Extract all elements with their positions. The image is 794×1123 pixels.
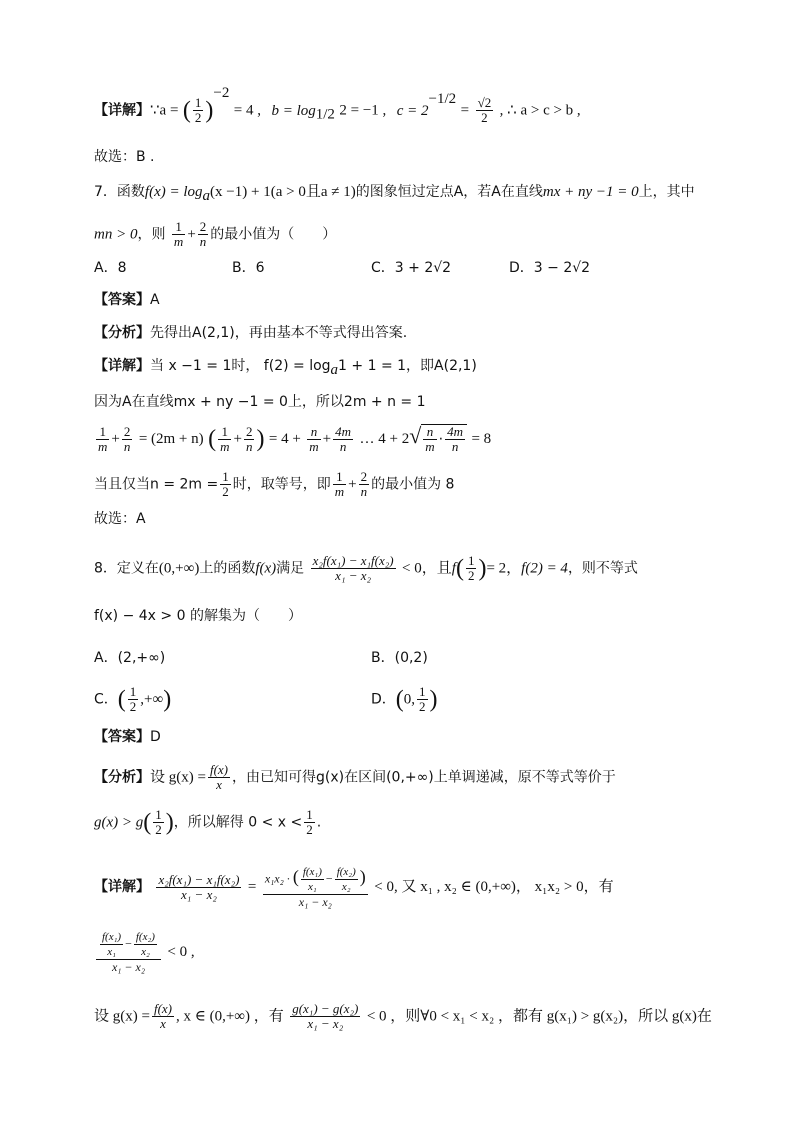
fraction: $\frac{2}{n}$ — [123, 423, 131, 454]
q7-analysis — [94, 323, 407, 343]
paren: ) — [478, 555, 487, 582]
sqrt-sign: √ — [409, 423, 422, 448]
paren: ( — [455, 555, 464, 582]
fraction: x₁x₂ · ( $\frac{\text{f(x₁)}}{\text{x₁}}$ − $\frac{\text{f(x₂)}}{\text{x₂}}$ ) x₁ − x₂ — [264, 866, 366, 909]
plus: + — [322, 431, 332, 447]
text: ，则 — [137, 226, 166, 243]
math-text: f(x) = log — [144, 184, 203, 200]
math-text: ∵a = — [150, 102, 179, 119]
paren: ( — [395, 686, 404, 713]
fraction: $\frac{\text{x₂f(x₁) − x₁f(x₂)}}{\text{x₁ − x₂}}$ — [158, 871, 240, 902]
text: 上，其中 — [638, 184, 695, 200]
fraction: $\frac{\text{x₂f(x₁) − x₁f(x₂)}}{\text{x₁ − x₂}}$ — [312, 553, 394, 583]
q7-detail-1 — [94, 356, 477, 380]
math-text: < 0，且 — [402, 560, 452, 577]
fraction: $\frac{2}{n}$ — [360, 469, 368, 499]
text: 的最小值为（ ） — [210, 226, 337, 243]
log-base: a — [202, 187, 211, 204]
fraction: $\frac{2}{n}$ — [199, 219, 207, 249]
math-text: , ∴ a > c > b , — [499, 102, 581, 119]
detail-label: 【详解】 — [94, 102, 150, 119]
math-text: , x ∈ (0,+∞) ，有 — [176, 1008, 284, 1025]
sqrt-content: $\frac{n}{m}$ · $\frac{4m}{n}$ — [421, 424, 467, 454]
q7-option-c: C．3 + 2√2 — [371, 260, 452, 276]
detail-text: 1 + 1 = 1，即A(2,1) — [338, 358, 477, 374]
analysis-label: 【分析】 — [94, 325, 150, 341]
math-text: ,+∞ — [140, 691, 164, 708]
math-text: mn > 0 — [94, 226, 138, 243]
detail-text: 当且仅当n = 2m = — [94, 476, 219, 493]
q8-option-c — [94, 685, 171, 714]
math-text: g(x) > g — [94, 814, 144, 831]
plus: + — [187, 226, 196, 243]
plus: + — [111, 431, 120, 447]
q8-answer — [94, 727, 161, 747]
analysis-text: ，所以解得 0 < x < — [173, 814, 303, 831]
math-text: = 4 , — [233, 102, 262, 119]
text: . — [316, 814, 322, 831]
math-text: f(2) = 4 — [521, 560, 568, 577]
fraction: $\frac{1}{2}$ — [129, 684, 137, 714]
fraction: $\frac{n}{m}$ — [309, 423, 319, 454]
q7-detail-4 — [94, 470, 454, 499]
q7-choice: 故选：A — [94, 511, 146, 527]
answer-label: 【答案】 — [94, 729, 150, 745]
fraction: $\frac{4m}{n}$ — [335, 423, 352, 454]
q7-detail-3 — [94, 424, 491, 454]
fraction: $\frac{f(x)}{x}$ — [153, 1001, 172, 1031]
q8-option-a: A．(2,+∞) — [94, 650, 166, 666]
fraction: $\frac{4m}{n}$ — [447, 424, 464, 454]
q7-option-d: D．3 − 2√2 — [509, 260, 591, 276]
exponent: −1/2 — [428, 91, 457, 107]
math-text: 设 g(x) = — [94, 1008, 150, 1025]
analysis-label: 【分析】 — [94, 769, 150, 786]
math-text: … 4 + 2 — [359, 431, 410, 447]
q8-detail-1 — [94, 865, 614, 909]
paren: ( — [117, 686, 126, 713]
fraction: $\frac{1}{2}$ — [155, 807, 162, 837]
fraction: $\frac{1}{2}$ — [419, 684, 426, 714]
q7-stem-line1 — [94, 182, 695, 206]
math-text: (x −1) + 1 — [210, 184, 271, 200]
detail-text: 当 x −1 = 1时， f(2) = log — [150, 358, 331, 374]
fraction: $\frac{f(x)}{x}$ — [209, 762, 228, 792]
math-text: (a > 0且a ≠ 1) — [270, 184, 356, 200]
text: 的图象恒过定点A，若A在直线 — [355, 184, 543, 200]
text: 上的函数 — [199, 560, 256, 577]
q8-detail-2 — [94, 930, 195, 974]
fraction: $\frac{\text{f(x₁)}}{\text{x₁}}$ − $\frac{\text{f(x₂)}}{\text{x₂}}$ x₁ − x₂ — [96, 930, 161, 974]
q7-option-a: A．8 — [94, 260, 127, 276]
q7-answer — [94, 290, 160, 310]
log-base: 1/2 — [315, 106, 335, 123]
fraction: $\frac{1}{2}$ — [222, 469, 229, 499]
answer-value: D — [150, 729, 161, 745]
detail-label: 【详解】 — [94, 879, 150, 895]
fraction: $\frac{1}{2}$ — [194, 95, 202, 126]
math-text: = 2， — [486, 560, 522, 577]
q6-choice: 故选：B . — [94, 149, 155, 165]
math-text: = 4 + — [268, 431, 301, 447]
math-text: 设 g(x) = — [150, 769, 206, 786]
math-text: < 0, 又 x₁ , x₂ ∈ (0,+∞)， x₁x₂ > 0，有 — [374, 879, 614, 895]
plus: + — [233, 431, 242, 447]
q7-detail-2: 因为A在直线mx + ny −1 = 0上，所以2m + n = 1 — [94, 394, 426, 410]
paren: ( — [208, 426, 217, 452]
q6-detail-line — [94, 85, 581, 126]
math-text: c = 2 — [396, 102, 429, 119]
math-text: (0,+∞) — [158, 560, 200, 577]
plus: + — [348, 476, 357, 493]
math-text: = 8 — [471, 431, 492, 447]
math-text: 0, — [403, 691, 416, 708]
math-text: mx + ny −1 = 0 — [542, 184, 639, 200]
fraction: $\frac{\text{g(x₁) − g(x₂)}}{\text{x₁ − x₂}}$ — [292, 1001, 359, 1031]
fraction: $\frac{1}{m}$ — [334, 469, 345, 499]
q8-number-text: 8．定义在 — [94, 560, 159, 577]
detail-text: 的最小值为 8 — [371, 476, 455, 493]
fraction: $\frac{1}{m}$ — [220, 423, 230, 454]
q8-detail-3 — [94, 1002, 712, 1031]
text: ，则不等式 — [567, 560, 638, 577]
detail-label: 【详解】 — [94, 358, 150, 374]
paren: ) — [205, 97, 214, 124]
fraction: $\frac{1}{m}$ — [98, 423, 108, 454]
fraction: $\frac{1}{2}$ — [467, 553, 475, 583]
fraction: $\frac{√2}{2}$ — [477, 95, 492, 126]
q7-option-b: B．6 — [232, 260, 265, 276]
math-text: = — [460, 102, 470, 119]
paren: ) — [165, 809, 174, 836]
q8-stem-line2: f(x) − 4x > 0 的解集为（ ） — [94, 608, 302, 624]
math-text: < 0 ，则∀0 < x₁ < x₂ ，都有 g(x₁) > g(x₂)，所以 g(x)在 — [366, 1008, 712, 1025]
q8-option-d — [371, 685, 438, 714]
math-text: < 0 , — [167, 944, 195, 960]
answer-value: A — [150, 292, 160, 308]
exponent: −2 — [213, 85, 230, 101]
fraction: $\frac{2}{n}$ — [245, 423, 253, 454]
q7-number-text: 7．函数 — [94, 184, 145, 200]
paren: ) — [163, 686, 172, 713]
math-text: 2 = −1 , — [339, 102, 387, 119]
equals: = — [247, 879, 257, 895]
paren: ) — [429, 686, 438, 713]
math-text: b = log — [271, 102, 316, 119]
q7-stem-line2 — [94, 220, 336, 249]
option-label: D． — [371, 691, 396, 708]
analysis-text: ，由已知可得g(x)在区间(0,+∞)上单调递减，原不等式等价于 — [232, 769, 616, 786]
paren: ) — [256, 426, 265, 452]
paren: ( — [182, 97, 191, 124]
fraction: $\frac{n}{m}$ — [425, 424, 435, 454]
math-text: f(x) — [255, 560, 277, 577]
q8-stem-line1 — [94, 554, 638, 583]
q8-analysis-2 — [94, 808, 321, 837]
text: 满足 — [276, 560, 305, 577]
math-text: f — [451, 560, 456, 577]
q8-option-b: B．(0,2) — [371, 650, 428, 666]
paren: ( — [143, 809, 152, 836]
answer-label: 【答案】 — [94, 292, 150, 308]
detail-text: 时，取等号，即 — [232, 476, 331, 493]
fraction: $\frac{1}{2}$ — [306, 807, 313, 837]
math-text: = (2m + n) — [138, 431, 204, 447]
log-base: a — [330, 361, 339, 378]
analysis-text: 先得出A(2,1)，再由基本不等式得出答案. — [150, 325, 408, 341]
fraction: $\frac{1}{m}$ — [173, 219, 184, 249]
option-label: C． — [94, 691, 118, 708]
q8-analysis-1 — [94, 763, 616, 792]
